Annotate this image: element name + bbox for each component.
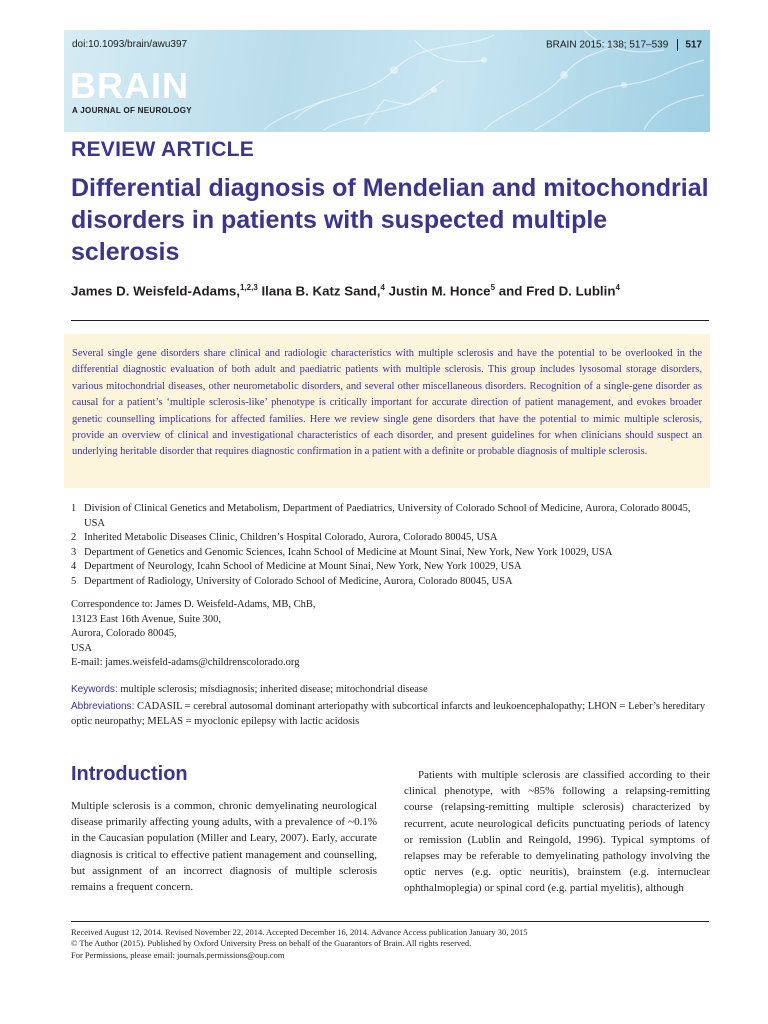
citation-divider [677, 39, 678, 51]
affiliation-item [71, 575, 711, 590]
abbreviations-line [71, 699, 711, 730]
affiliation-text: Department of Neurology, Icahn School of Medicine at Mount Sinai, New York, New York 10029, USA [84, 561, 522, 573]
affiliation-item [71, 502, 711, 531]
title-divider [71, 320, 709, 321]
citation-info [546, 39, 702, 51]
correspondence-block [71, 598, 671, 671]
keywords-label: Keywords: [71, 684, 118, 695]
journal-logo: BRAIN [70, 65, 189, 106]
author-affil-ref: 1,2,3 [239, 283, 258, 292]
affiliation-text: Department of Genetics and Genomic Sciences, Icahn School of Medicine at Mount Sinai, New York, New York 10029, USA [84, 546, 613, 558]
affiliation-number: 2 [71, 532, 77, 544]
abstract-box [64, 334, 710, 488]
copyright-notice: © The Author (2015). Published by Oxford University Press on behalf of the Guarantors of Brain. All rights reserved. [71, 938, 472, 949]
abbreviations-label: Abbreviations: [71, 701, 135, 712]
author-name: and Fred D. Lublin [498, 283, 616, 299]
correspondence-line: USA [71, 642, 93, 654]
author-name: Justin M. Honce [388, 283, 491, 299]
affiliations [71, 502, 711, 590]
doi-text[interactable]: doi:10.1093/brain/awu397 [72, 39, 188, 50]
correspondence-line: Correspondence to: James D. Weisfeld-Adams, MB, ChB, [71, 599, 316, 610]
affiliation-item [71, 546, 711, 561]
author-name: James D. Weisfeld-Adams, [71, 283, 240, 299]
journal-subtitle: A JOURNAL OF NEUROLOGY [72, 106, 192, 115]
affiliation-text: Division of Clinical Genetics and Metabolism, Department of Paediatrics, University of Colorado School of Medicine, Aurora, Colorado 80045, USA [84, 503, 691, 529]
article-type: REVIEW ARTICLE [71, 138, 255, 161]
intro-paragraph-left: Multiple sclerosis is a common, chronic demyelinating neurological disease primarily affecting young adults, with a prevalence of ~0.1% in the Caucasian population (Miller and Leary, 2007). Early, accurate diagnosis is critical to effective patient management and counselling, but assignment of an incorrect diagnosis of multiple sclerosis remains a frequent concern. [71, 800, 377, 894]
affiliation-item [71, 560, 711, 575]
affiliation-number: 5 [71, 575, 77, 587]
author-affil-ref: 4 [380, 283, 385, 292]
footer-notes [71, 927, 711, 961]
author-list [71, 283, 711, 298]
author-name: Ilana B. Katz Sand, [261, 283, 381, 299]
correspondence-line: Aurora, Colorado 80045, [71, 628, 177, 640]
citation-text: BRAIN 2015: 138; 517–539 [545, 39, 669, 51]
permissions-notice: For Permissions, please email: journals.permissions@oup.com [71, 949, 285, 960]
received-dates: Received August 12, 2014. Revised November 22, 2014. Accepted December 16, 2014. Advance Access publication January 30, 2015 [71, 927, 528, 937]
section-heading-introduction: Introduction [71, 763, 188, 785]
abstract-text: Several single gene disorders share clinical and radiologic characteristics with multiple sclerosis and have the potential to be overlooked in the differential diagnostic evaluation of both adult and paediatric patients with multiple sclerosis. This group includes lysosomal storage disorders, various mitochondrial diseases, other neurometabolic disorders, and several other miscellaneous disorders. Recognition of a single-gene disorder as causal for a patient’s ‘multiple sclerosis-like’ phenotype is critically important for accurate direction of patient management, and evokes broader genetic counselling implications for affected families. Here we review single gene disorders that have the potential to mimic multiple sclerosis, provide an overview of clinical and investigational characteristics of each disorder, and present guidelines for when clinicians should suspect an underlying heritable disorder that requires diagnostic confirmation in a patient with a definite or probable diagnosis of multiple sclerosis. [72, 348, 702, 458]
affiliation-item [71, 531, 711, 546]
author-affil-ref: 4 [615, 283, 620, 292]
page-number: 517 [685, 39, 702, 51]
journal-header-band [64, 30, 710, 132]
keywords-line [71, 683, 711, 698]
author-affil-ref: 5 [490, 283, 496, 292]
article-title: Differential diagnosis of Mendelian and mitochondrial disorders in patients with suspected multiple sclerosis [71, 174, 709, 266]
footer-divider [71, 921, 709, 922]
abbreviations-text: CADASIL = cerebral autosomal dominant arteriopathy with subcortical infarcts and leukoencephalopathy; LHON = Leber’s hereditary optic neuropathy; MELAS = myoclonic epilepsy with lactic acidosis [71, 701, 706, 728]
affiliation-number: 1 [71, 503, 77, 514]
correspondence-email[interactable]: E-mail: james.weisfeld-adams@childrenscolorado.org [71, 657, 300, 669]
affiliation-text: Inherited Metabolic Diseases Clinic, Children’s Hospital Colorado, Aurora, Colorado 80045, USA [84, 532, 498, 544]
affiliation-number: 3 [71, 546, 77, 558]
keywords-text: multiple sclerosis; misdiagnosis; inherited disease; mitochondrial disease [120, 684, 428, 695]
correspondence-line: 13123 East 16th Avenue, Suite 300, [71, 613, 221, 625]
affiliation-text: Department of Radiology, University of Colorado School of Medicine, Aurora, Colorado 80045, USA [84, 575, 513, 587]
affiliation-number: 4 [71, 561, 77, 573]
intro-paragraph-right: Patients with multiple sclerosis are classified according to their clinical phenotype, with ~85% following a relapsing-remitting course (relapsing-remitting multiple sclerosis) characterized by recurrent, acute neurological deficits punctuating periods of latency or remission (Lublin and Reingold, 1996). Typical symptoms of relapses may be referable to demyelinating pathology involving the optic nerves (e.g. optic neuritis), brainstem (e.g. internuclear ophthalmoplegia) or spinal cord (e.g. partial myelitis), although [404, 769, 710, 895]
